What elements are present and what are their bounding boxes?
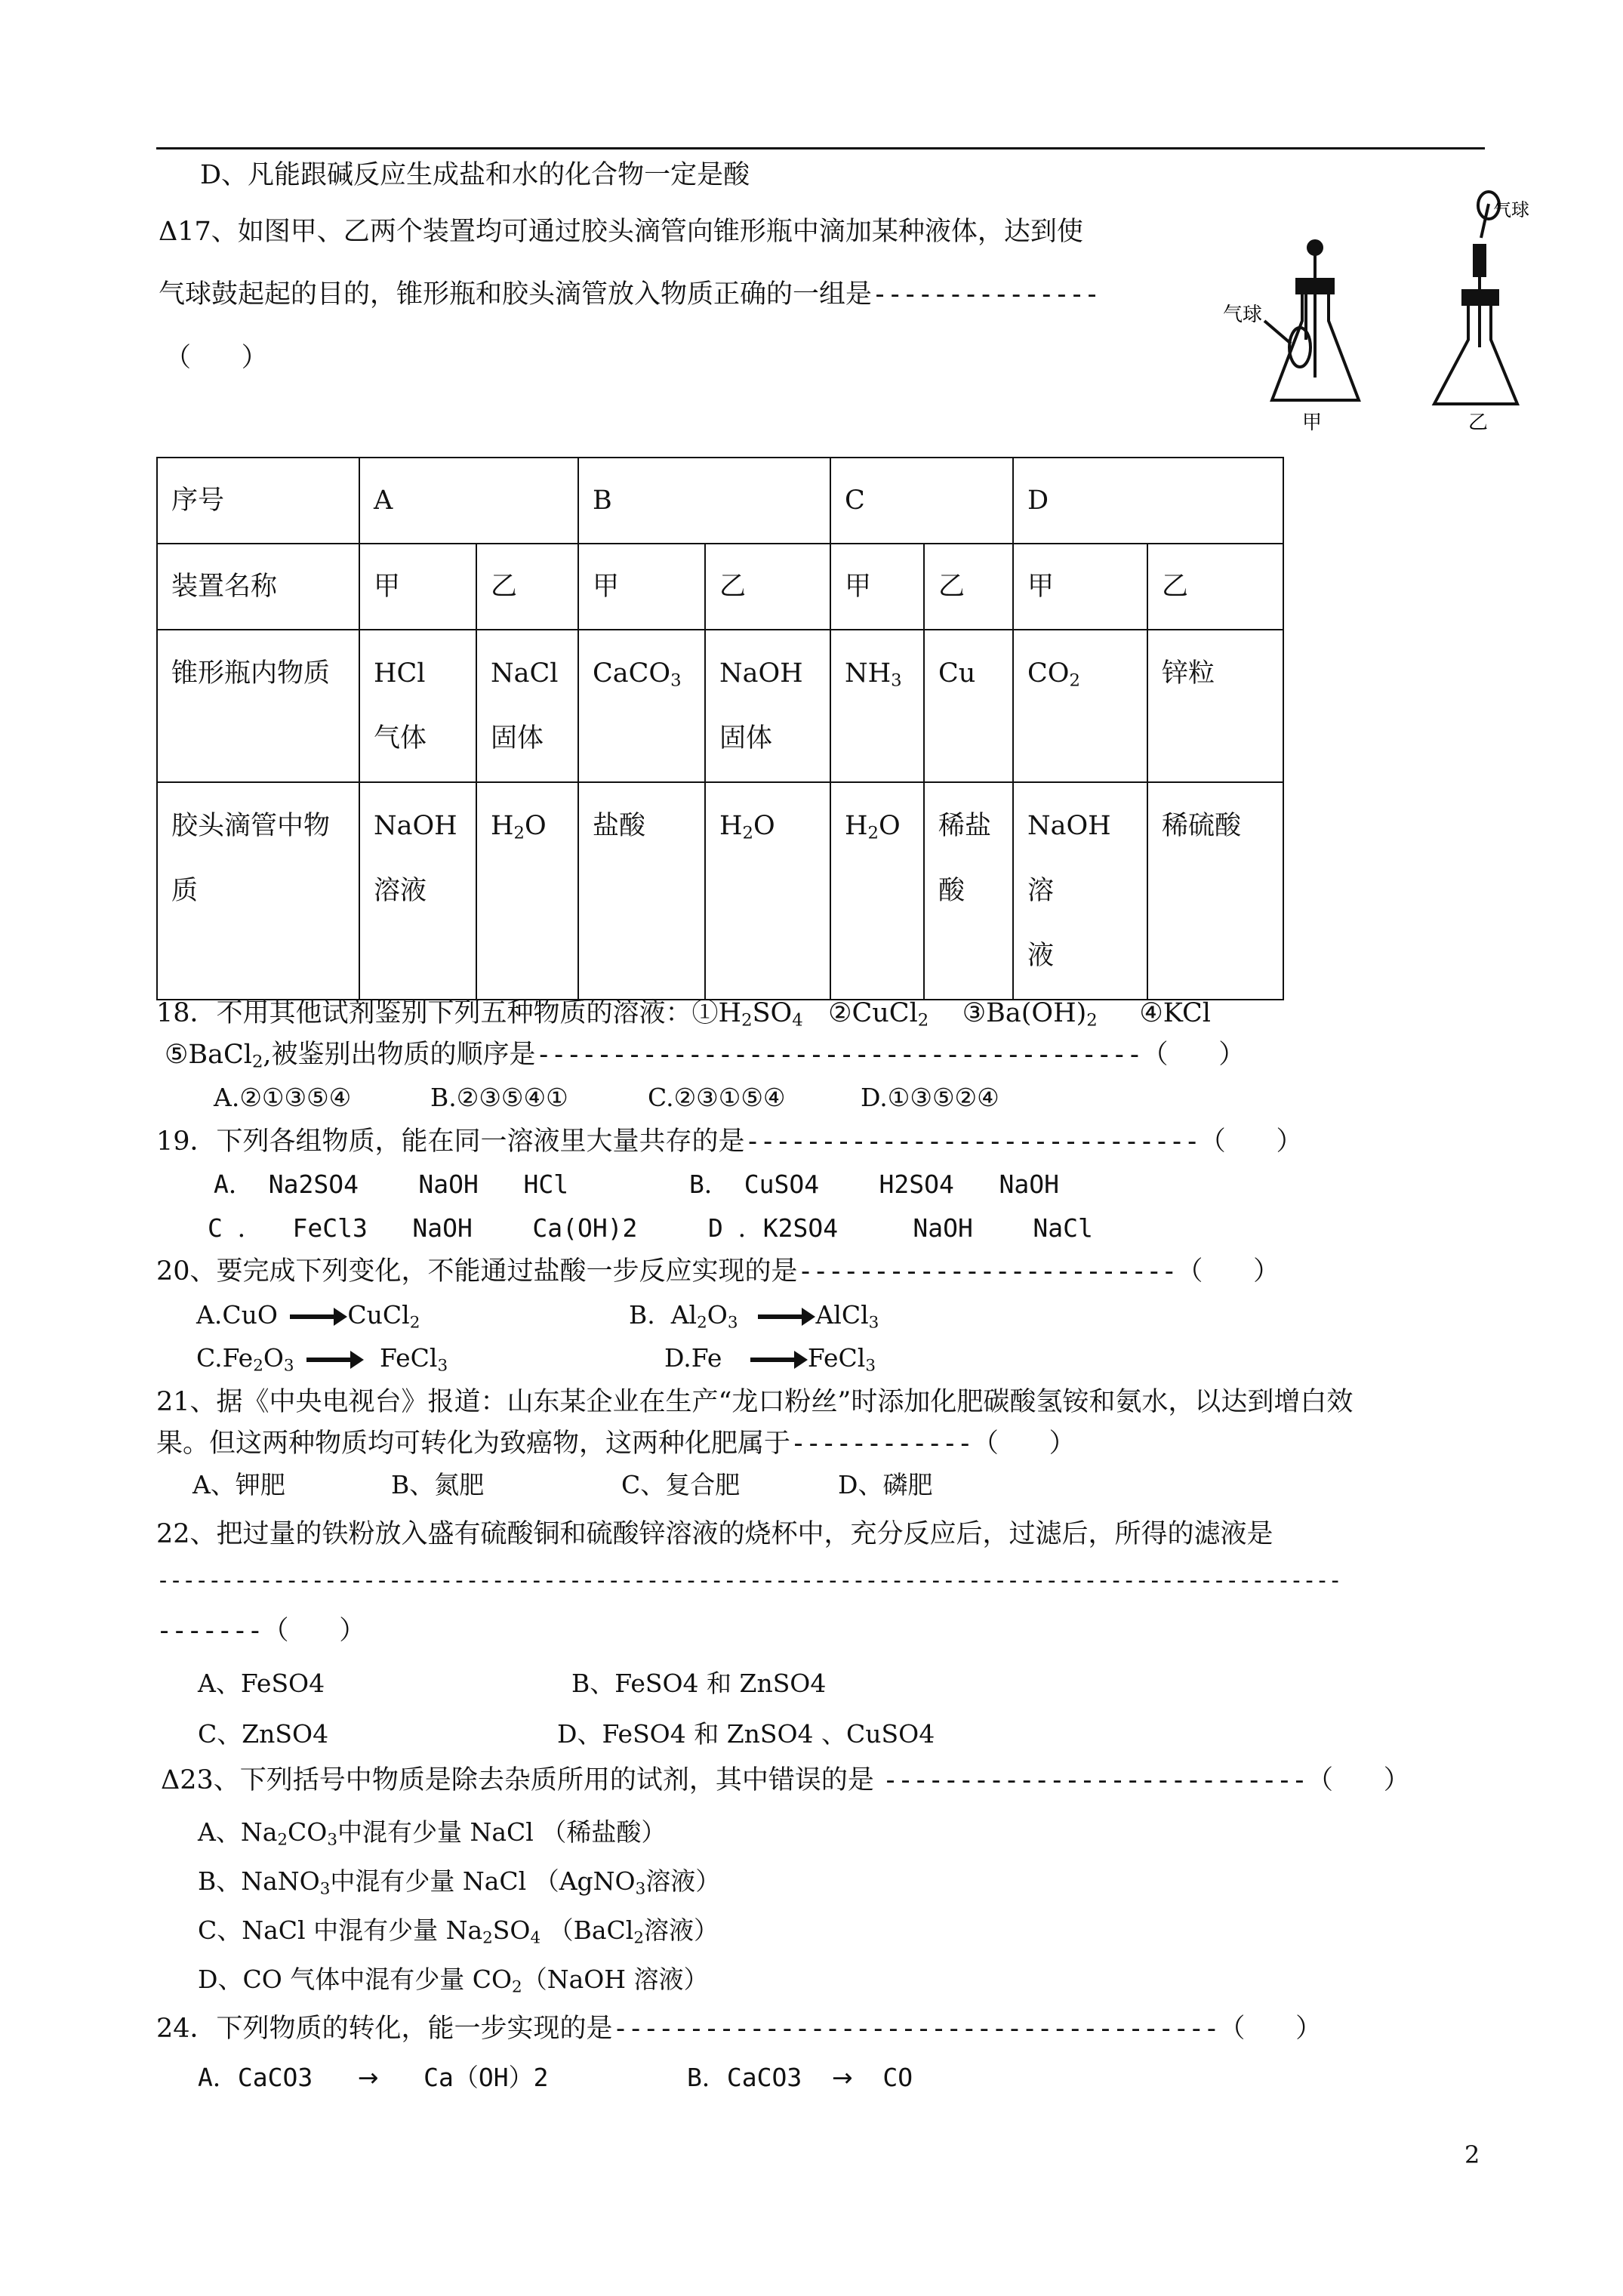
arrow-icon: → bbox=[831, 2063, 853, 2092]
q24-stem: 24．下列物质的转化，能一步实现的是----------------------------------------（ ） bbox=[156, 2014, 1323, 2044]
arrow-icon bbox=[750, 1358, 803, 1362]
cell-a-drop-jia: NaOH 溶液 bbox=[359, 782, 476, 1000]
q19-stem: 19．下列各组物质，能在同一溶液里大量共存的是------------------------------（ ） bbox=[156, 1126, 1303, 1157]
balloon-label-yi: 气球 bbox=[1493, 199, 1529, 220]
table-row-flask bbox=[157, 630, 1283, 782]
q23-option-d: D、CO 气体中混有少量 $CO_2(NaOH$ 溶液） bbox=[198, 1965, 709, 1997]
q22-option-d: D、FeSO4 和 ZnSO4 、CuSO4 bbox=[557, 1719, 935, 1749]
table-row-device bbox=[157, 544, 1283, 630]
cell-b-drop-yi: $H_2O$ bbox=[705, 782, 830, 1000]
page-number: 2 bbox=[1464, 2140, 1480, 2169]
cell-option-a: A bbox=[359, 458, 578, 544]
arrow-icon: → bbox=[357, 2063, 379, 2092]
q18-option-c: C.②③①⑤④ bbox=[648, 1083, 786, 1112]
cell-b-flask-yi: NaOH 固体 bbox=[705, 630, 830, 782]
cell-c-flask-yi: Cu bbox=[924, 630, 1013, 782]
q18-stem-line2: ⑤BaCl$_2$,被鉴别出物质的顺序是----------------------------------------（ ） bbox=[165, 1040, 1246, 1072]
cell-d-drop-yi: 稀硫酸 bbox=[1147, 782, 1283, 1000]
q22-option-b: B、FeSO4 和 ZnSO4 bbox=[571, 1669, 827, 1698]
arrow-icon bbox=[290, 1314, 343, 1319]
q21-stem-line2: 果。但这两种物质均可转化为致癌物，这两种化肥属于------------（ ） bbox=[156, 1428, 1076, 1459]
cell-device: 甲 bbox=[1013, 544, 1147, 630]
q24-option-b: B．CaCO3 → CO bbox=[687, 2063, 913, 2092]
cell-device: 甲 bbox=[359, 544, 476, 630]
cell-b-flask-jia: CaCO$_3$ bbox=[578, 630, 705, 782]
q21-option-b: B、氮肥 bbox=[391, 1470, 485, 1499]
q18-option-a: A.②①③⑤④ bbox=[214, 1083, 352, 1112]
balloon-label-jia: 气球 bbox=[1223, 304, 1263, 326]
q20-stem: 20、要完成下列变化，不能通过盐酸一步反应实现的是-------------------------（ ） bbox=[156, 1256, 1280, 1287]
cell-c-drop-yi: 稀盐 酸 bbox=[924, 782, 1013, 1000]
cell-device: 乙 bbox=[1147, 544, 1283, 630]
cell-device: 乙 bbox=[924, 544, 1013, 630]
q17-apparatus-figure bbox=[1208, 189, 1529, 434]
cell-dropper-label: 胶头滴管中物 质 bbox=[157, 782, 359, 1000]
q18-option-d: D.①③⑤②④ bbox=[861, 1083, 999, 1112]
header-rule bbox=[156, 147, 1485, 149]
cell-device: 甲 bbox=[578, 544, 705, 630]
cell-a-flask-jia: HCl 气体 bbox=[359, 630, 476, 782]
flask-jia-icon bbox=[1264, 241, 1359, 400]
cell-d-drop-jia: NaOH 溶 液 bbox=[1013, 782, 1147, 1000]
cell-device: 甲 bbox=[830, 544, 924, 630]
q20-option-d: D.Fe FeCl$_3$ bbox=[664, 1343, 876, 1376]
q18-option-b: B.②③⑤④① bbox=[430, 1083, 568, 1112]
label-yi: 乙 bbox=[1468, 411, 1489, 434]
q19-option-d: D ．K2SO4 NaOH NaCl bbox=[708, 1213, 1093, 1243]
cell-option-c: C bbox=[830, 458, 1013, 544]
q19-option-c: C ． FeCl3 NaOH Ca(OH)2 bbox=[208, 1213, 638, 1243]
cell-flask-label: 锥形瓶内物质 bbox=[157, 630, 359, 782]
q23-option-b: B、NaNO$_3$中混有少量 NaCl （AgNO$_3$溶液） bbox=[198, 1866, 721, 1899]
q17-options-table bbox=[156, 457, 1284, 1000]
q21-option-c: C、复合肥 bbox=[621, 1470, 741, 1499]
cell-seq-label: 序号 bbox=[157, 458, 359, 544]
q23-option-c: C、NaCl 中混有少量 $Na_2SO_4$ （BaCl$_2$溶液） bbox=[198, 1915, 719, 1948]
q21-option-d: D、磷肥 bbox=[838, 1470, 933, 1499]
cell-device-label: 装置名称 bbox=[157, 544, 359, 630]
cell-a-flask-yi: NaCl 固体 bbox=[476, 630, 578, 782]
q22-option-c: C、ZnSO4 bbox=[198, 1719, 329, 1749]
q20-option-b: B. $Al_2O_3$ AlCl$_3$ bbox=[629, 1300, 879, 1333]
cell-device: 乙 bbox=[705, 544, 830, 630]
cell-c-flask-jia: $NH_3$ bbox=[830, 630, 924, 782]
cell-option-d: D bbox=[1013, 458, 1283, 544]
q19-option-b: B． CuSO4 H2SO4 NaOH bbox=[689, 1170, 1059, 1199]
q20-option-a: A.CuO CuCl$_2$ bbox=[196, 1300, 420, 1333]
q22-stem: 22、把过量的铁粉放入盛有硫酸铜和硫酸锌溶液的烧杯中，充分反应后，过滤后，所得的滤液是 bbox=[156, 1519, 1273, 1549]
arrow-icon bbox=[306, 1358, 359, 1362]
q18-stem-line1: 18．不用其他试剂鉴别下列五种物质的溶液：$①H_2SO_4$ ②CuCl$_2$ $③Ba(OH)_2$ ④KCl bbox=[156, 998, 1211, 1031]
q16-option-d: D、凡能跟碱反应生成盐和水的化合物一定是酸 bbox=[200, 160, 750, 190]
q19-option-a: A． Na2SO4 NaOH HCl bbox=[214, 1170, 569, 1199]
cell-option-b: B bbox=[578, 458, 830, 544]
q17-answer-paren: （ ） bbox=[165, 343, 268, 373]
q20-option-c: $C.Fe_2O_3$ FeCl$_3$ bbox=[196, 1343, 448, 1376]
q22-option-a: A、FeSO4 bbox=[198, 1669, 325, 1698]
cell-c-drop-jia: $H_2O$ bbox=[830, 782, 924, 1000]
label-jia: 甲 bbox=[1302, 411, 1323, 434]
cell-device: 乙 bbox=[476, 544, 578, 630]
q23-stem: Δ23、下列括号中物质是除去杂质所用的试剂，其中错误的是 ----------------------------（ ） bbox=[161, 1765, 1410, 1795]
q22-dashes-full: -------------------------------------------------------------------------------------------- bbox=[156, 1567, 1341, 1594]
arrow-icon bbox=[758, 1314, 811, 1319]
q22-answer-line: -------（ ） bbox=[156, 1616, 366, 1646]
flask-yi-icon bbox=[1434, 192, 1517, 404]
q17-stem-line2: 气球鼓起起的目的，锥形瓶和胶头滴管放入物质正确的一组是--------------- bbox=[159, 279, 1100, 310]
q17-stem-line1: Δ17、如图甲、乙两个装置均可通过胶头滴管向锥形瓶中滴加某种液体，达到使 bbox=[159, 217, 1083, 247]
cell-b-drop-jia: 盐酸 bbox=[578, 782, 705, 1000]
cell-d-flask-jia: $CO_2$ bbox=[1013, 630, 1147, 782]
q23-option-a: A、$Na_2CO_3$中混有少量 NaCl （稀盐酸） bbox=[198, 1817, 667, 1850]
cell-d-flask-yi: 锌粒 bbox=[1147, 630, 1283, 782]
cell-a-drop-yi: $H_2O$ bbox=[476, 782, 578, 1000]
q21-stem-line1: 21、据《中央电视台》报道：山东某企业在生产“龙口粉丝”时添加化肥碳酸氢铵和氨水，以达到增白效 bbox=[156, 1387, 1354, 1417]
table-row-header bbox=[157, 458, 1283, 544]
q24-option-a: A．CaCO3 → Ca（OH）2 bbox=[198, 2063, 549, 2092]
table-row-dropper bbox=[157, 782, 1283, 1000]
q21-option-a: A、钾肥 bbox=[192, 1470, 285, 1499]
